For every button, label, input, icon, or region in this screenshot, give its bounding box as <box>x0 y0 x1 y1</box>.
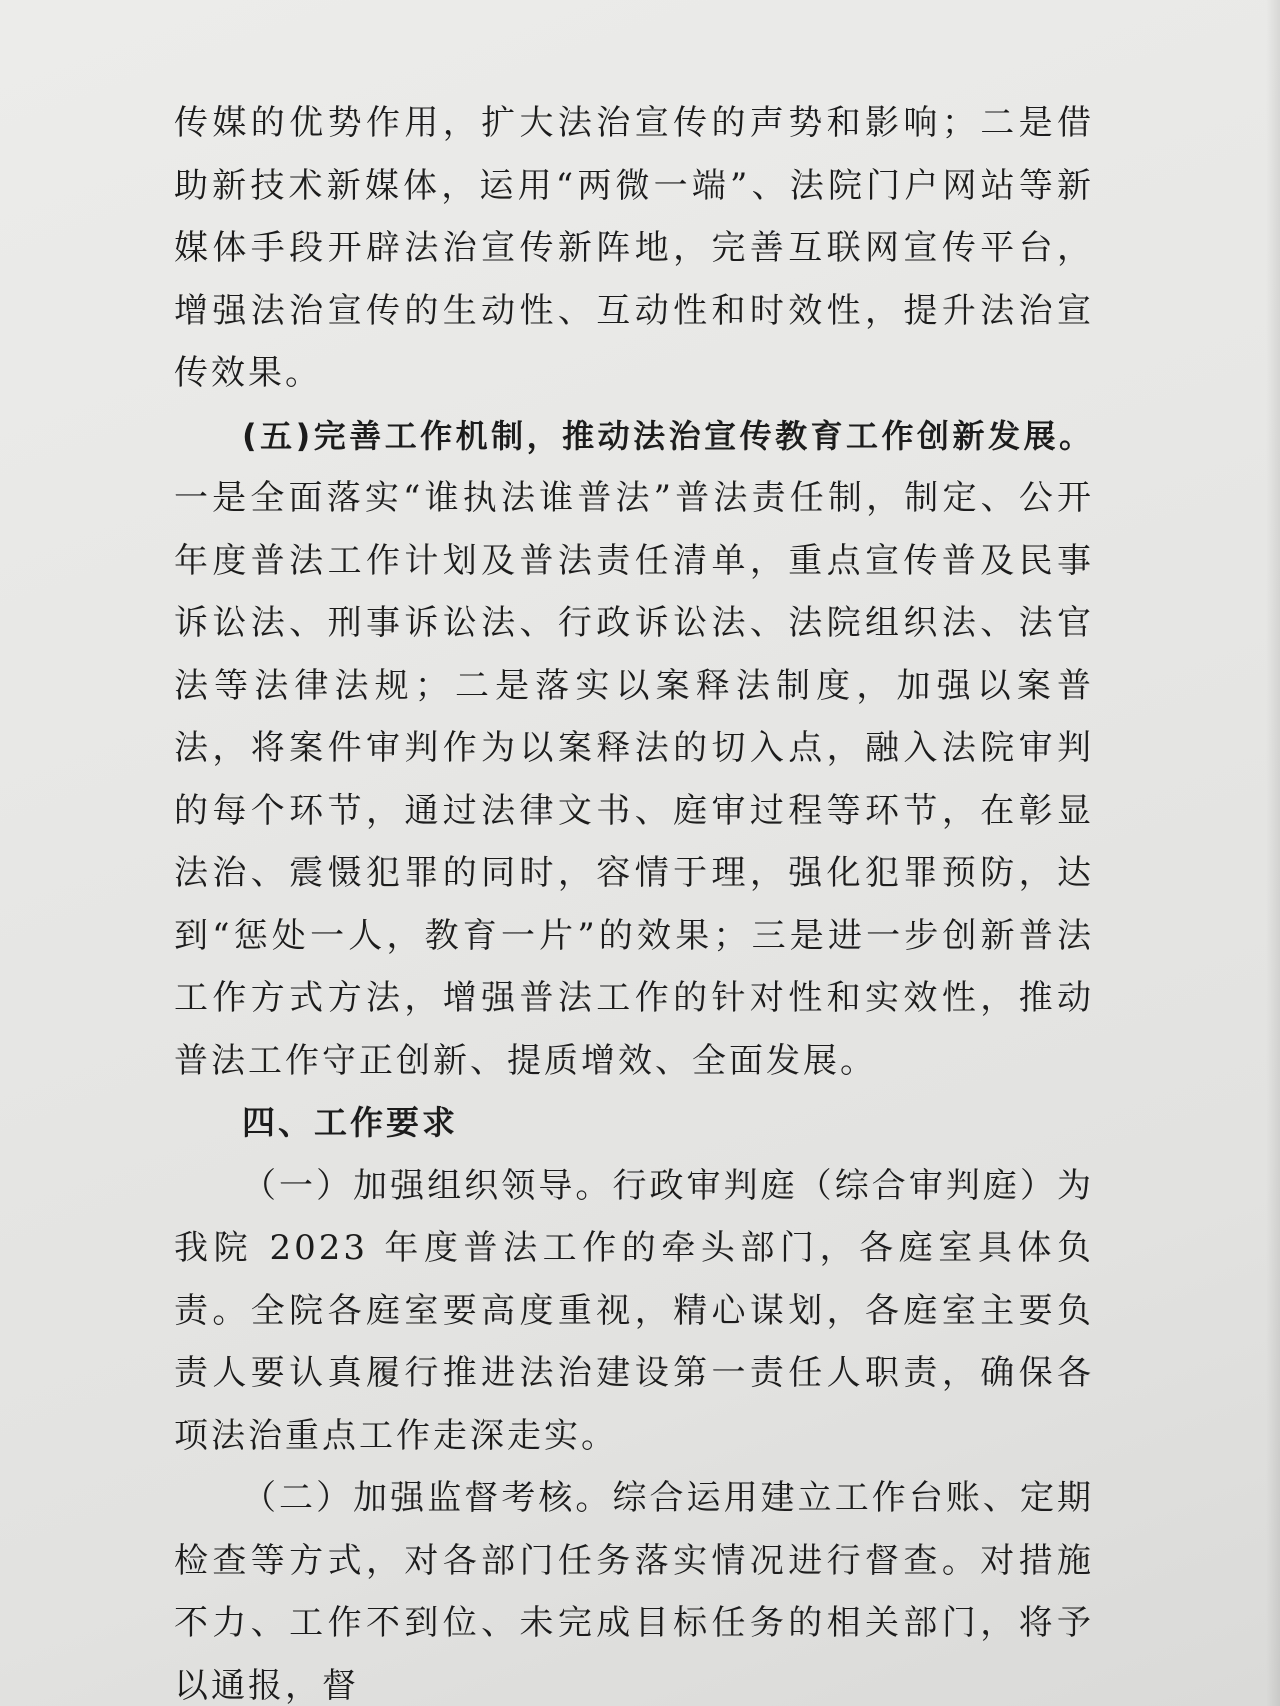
paragraph-requirement-2: （二）加强监督考核。综合运用建立工作台账、定期检查等方式，对各部门任务落实情况进行督查。对措施不力、工作不到位、未完成目标任务的相关部门，将予以通报，督 <box>174 1478 1094 1706</box>
paragraph-media-publicity: 传媒的优势作用，扩大法治宣传的声势和影响；二是借助新技术新媒体，运用“两微一端”、法院门户网站等新媒体手段开辟法治宣传新阵地，完善互联网宣传平台，增强法治宣传的生动性、互动性和时效性，提升法治宣传效果。 <box>174 103 1094 393</box>
heading-work-requirements: 四、工作要求 <box>242 1103 458 1142</box>
section-5-body: 一是全面落实“谁执法谁普法”普法责任制，制定、公开年度普法工作计划及普法责任清单，重点宣传普及民事诉讼法、刑事诉讼法、行政诉讼法、法院组织法、法官法等法律法规；二是落实以案释法制度，加强以案普法，将案件审判作为以案释法的切入点，融入法院审判的每个环节，通过法律文书、庭审过程等环节，在彰显法治、震慑犯罪的同时，容情于理，强化犯罪预防，达到“惩处一人，教育一片”的效果；三是进一步创新普法工作方式方法，增强普法工作的针对性和实效性，推动普法工作守正创新、提质增效、全面发展。 <box>174 478 1094 1081</box>
paragraph-requirement-1: （一）加强组织领导。行政审判庭（综合审判庭）为我院 2023 年度普法工作的牵头部门，各庭室具体负责。全院各庭室要高度重视，精心谋划，各庭室主要负责人要认真履行推进法治建设第一责任人职责，确保各项法治重点工作走深走实。 <box>174 1165 1094 1456</box>
paragraph-section-5 <box>174 405 1094 1093</box>
document-body <box>174 92 1094 1706</box>
section-5-title: (五)完善工作机制，推动法治宣传教育工作创新发展。 <box>242 416 1094 455</box>
page-shadow-edge <box>1266 0 1280 1706</box>
